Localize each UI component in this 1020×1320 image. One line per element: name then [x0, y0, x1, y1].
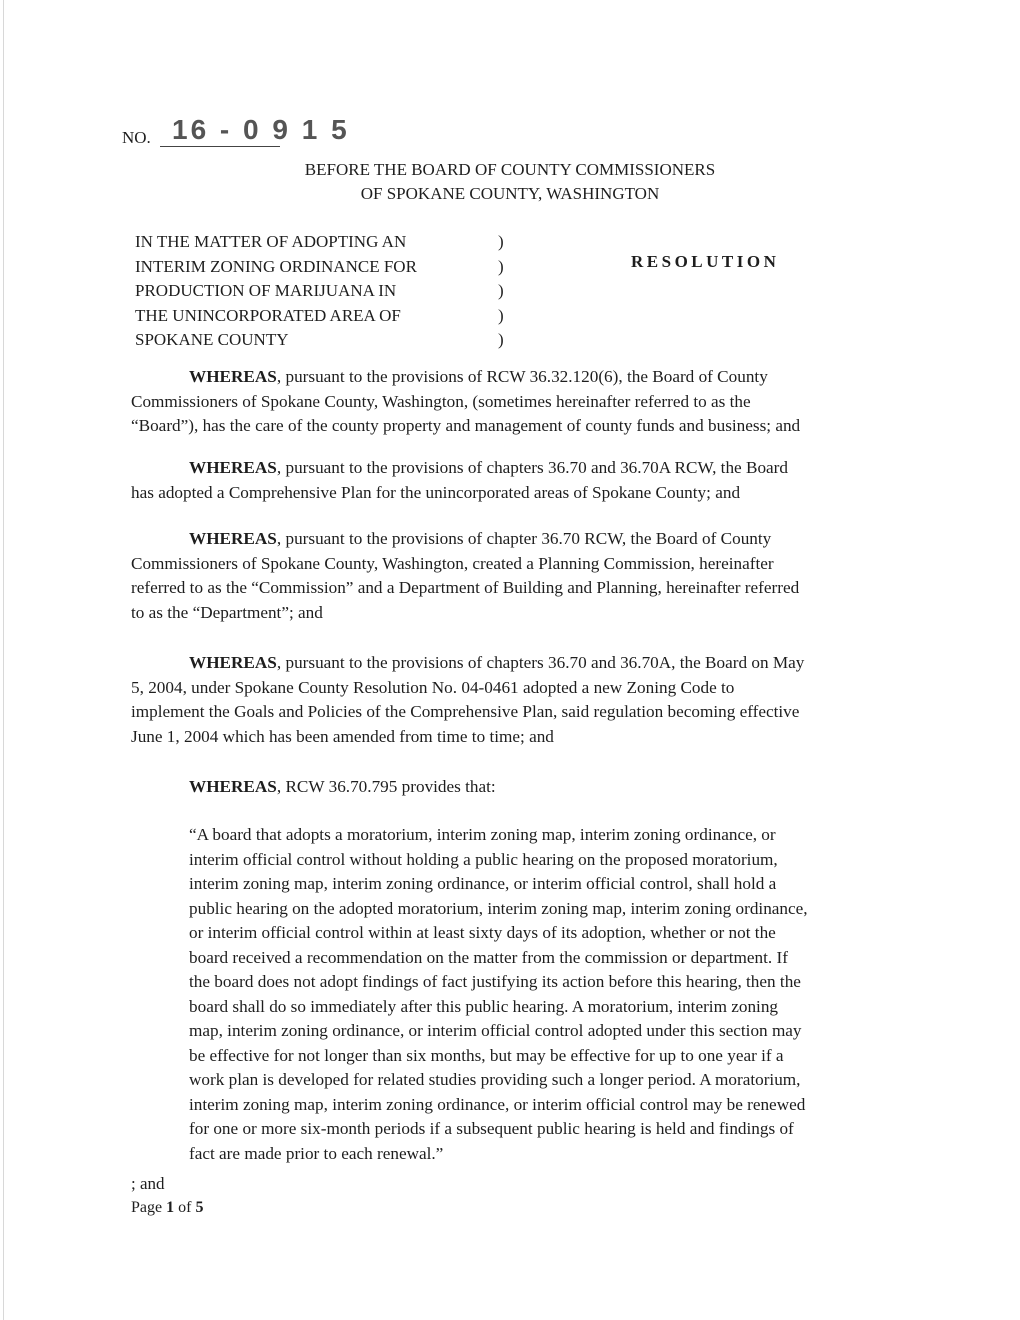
quote-line: the board does not adopt findings of fact justifying its action before this hearing, then the	[189, 972, 801, 991]
resolution-number-label: NO.	[122, 128, 151, 147]
quote-line: public hearing on the adopted moratorium, interim zoning map, interim zoning ordinance,	[189, 898, 808, 918]
paragraph-line: referred to as the “Commission” and a Department of Building and Planning, hereinafter referred	[131, 578, 800, 597]
caption-line: SPOKANE COUNTY	[135, 330, 289, 349]
caption-parentheses	[498, 230, 504, 353]
caption-line: PRODUCTION OF MARIJUANA IN	[135, 281, 397, 300]
scan-edge-line	[3, 0, 4, 1320]
paragraph-lead: , RCW 36.70.795 provides that:	[276, 777, 496, 796]
paren: )	[498, 330, 504, 349]
whereas-keyword: WHEREAS	[189, 653, 277, 672]
quote-line: “A board that adopts a moratorium, interim zoning map, interim zoning ordinance, or	[189, 825, 776, 844]
quote-line: interim zoning map, interim zoning ordinance, or interim official control, shall hold a	[189, 874, 777, 893]
paragraph-lead: , pursuant to the provisions of RCW 36.32.120(6), the Board of County	[276, 367, 768, 386]
quote-line: work plan is developed for related studies providing such a longer period. A moratorium,	[189, 1070, 801, 1089]
paragraph-line: implement the Goals and Policies of the Comprehensive Plan, said regulation becoming effective	[131, 702, 800, 721]
quote-line: for one or more six-month periods if a subsequent public hearing is held and findings of	[189, 1119, 794, 1138]
page-current: 1	[166, 1199, 175, 1216]
whereas-keyword: WHEREAS	[189, 777, 277, 796]
page-word: Page	[131, 1199, 163, 1216]
whereas-keyword: WHEREAS	[189, 458, 277, 477]
whereas-paragraph	[131, 527, 911, 625]
heading-line-2: OF SPOKANE COUNTY, WASHINGTON	[360, 184, 660, 203]
quote-line: fact are made prior to each renewal.”	[189, 1143, 444, 1163]
whereas-paragraph	[131, 651, 911, 749]
paren: )	[498, 232, 504, 251]
paren: )	[498, 305, 504, 325]
whereas-keyword: WHEREAS	[189, 367, 277, 386]
quote-line: board shall do so immediately after this public hearing. A moratorium, interim zoning	[189, 996, 779, 1016]
quote-line: map, interim zoning ordinance, or interim official control adopted under this section may	[189, 1021, 802, 1040]
resolution-number-stamp: 16 - 0 9 1 5	[172, 114, 350, 145]
paragraph-line: to as the “Department”; and	[131, 602, 323, 622]
paragraph-lead: , pursuant to the provisions of chapter 36.70 RCW, the Board of County	[276, 529, 772, 548]
caption-line: INTERIM ZONING ORDINANCE FOR	[135, 256, 417, 276]
whereas-paragraph	[131, 365, 911, 439]
resolution-title: RESOLUTION	[631, 252, 780, 271]
quote-line: or interim official control within at least sixty days of its adoption, whether or not the	[189, 923, 776, 942]
closing-and: ; and	[131, 1174, 165, 1193]
paragraph-lead: , pursuant to the provisions of chapters 36.70 and 36.70A, the Board on May	[276, 653, 805, 672]
quote-line: board received a recommendation on the matter from the commission or department. If	[189, 947, 788, 967]
paragraph-line: Commissioners of Spokane County, Washington, created a Planning Commission, hereinafter	[131, 553, 774, 573]
paragraph-line: Commissioners of Spokane County, Washington, (sometimes hereinafter referred to as the	[131, 391, 751, 411]
paragraph-line: 5, 2004, under Spokane County Resolution No. 04-0461 adopted a new Zoning Code to	[131, 677, 735, 697]
quote-line: be effective for not longer than six months, but may be effective for up to one year if a	[189, 1045, 784, 1065]
quote-line: interim official control without holding a public hearing on the proposed moratorium,	[189, 849, 778, 869]
heading-line-1: BEFORE THE BOARD OF COUNTY COMMISSIONERS	[304, 160, 716, 179]
paragraph-line: “Board”), has the care of the county property and management of county funds and business; and	[131, 416, 801, 435]
caption-line: IN THE MATTER OF ADOPTING AN	[135, 232, 407, 251]
matter-caption	[135, 230, 417, 353]
whereas-paragraph	[131, 456, 911, 505]
paren: )	[498, 256, 504, 276]
paragraph-line: June 1, 2004 which has been amended from time to time; and	[131, 726, 554, 746]
statute-quote	[189, 823, 913, 1166]
paragraph-lead: , pursuant to the provisions of chapters 36.70 and 36.70A RCW, the Board	[276, 458, 788, 477]
whereas-paragraph	[131, 775, 911, 800]
paren: )	[498, 281, 504, 300]
page-total: 5	[195, 1199, 204, 1216]
page-footer	[131, 1199, 203, 1217]
quote-line: interim zoning map, interim zoning ordinance, or interim official control may be renewed	[189, 1094, 806, 1114]
whereas-keyword: WHEREAS	[189, 529, 277, 548]
paragraph-line: has adopted a Comprehensive Plan for the unincorporated areas of Spokane County; and	[131, 482, 741, 502]
resolution-number-underline	[160, 146, 280, 147]
of-word: of	[178, 1199, 192, 1216]
caption-line: THE UNINCORPORATED AREA OF	[135, 305, 401, 325]
